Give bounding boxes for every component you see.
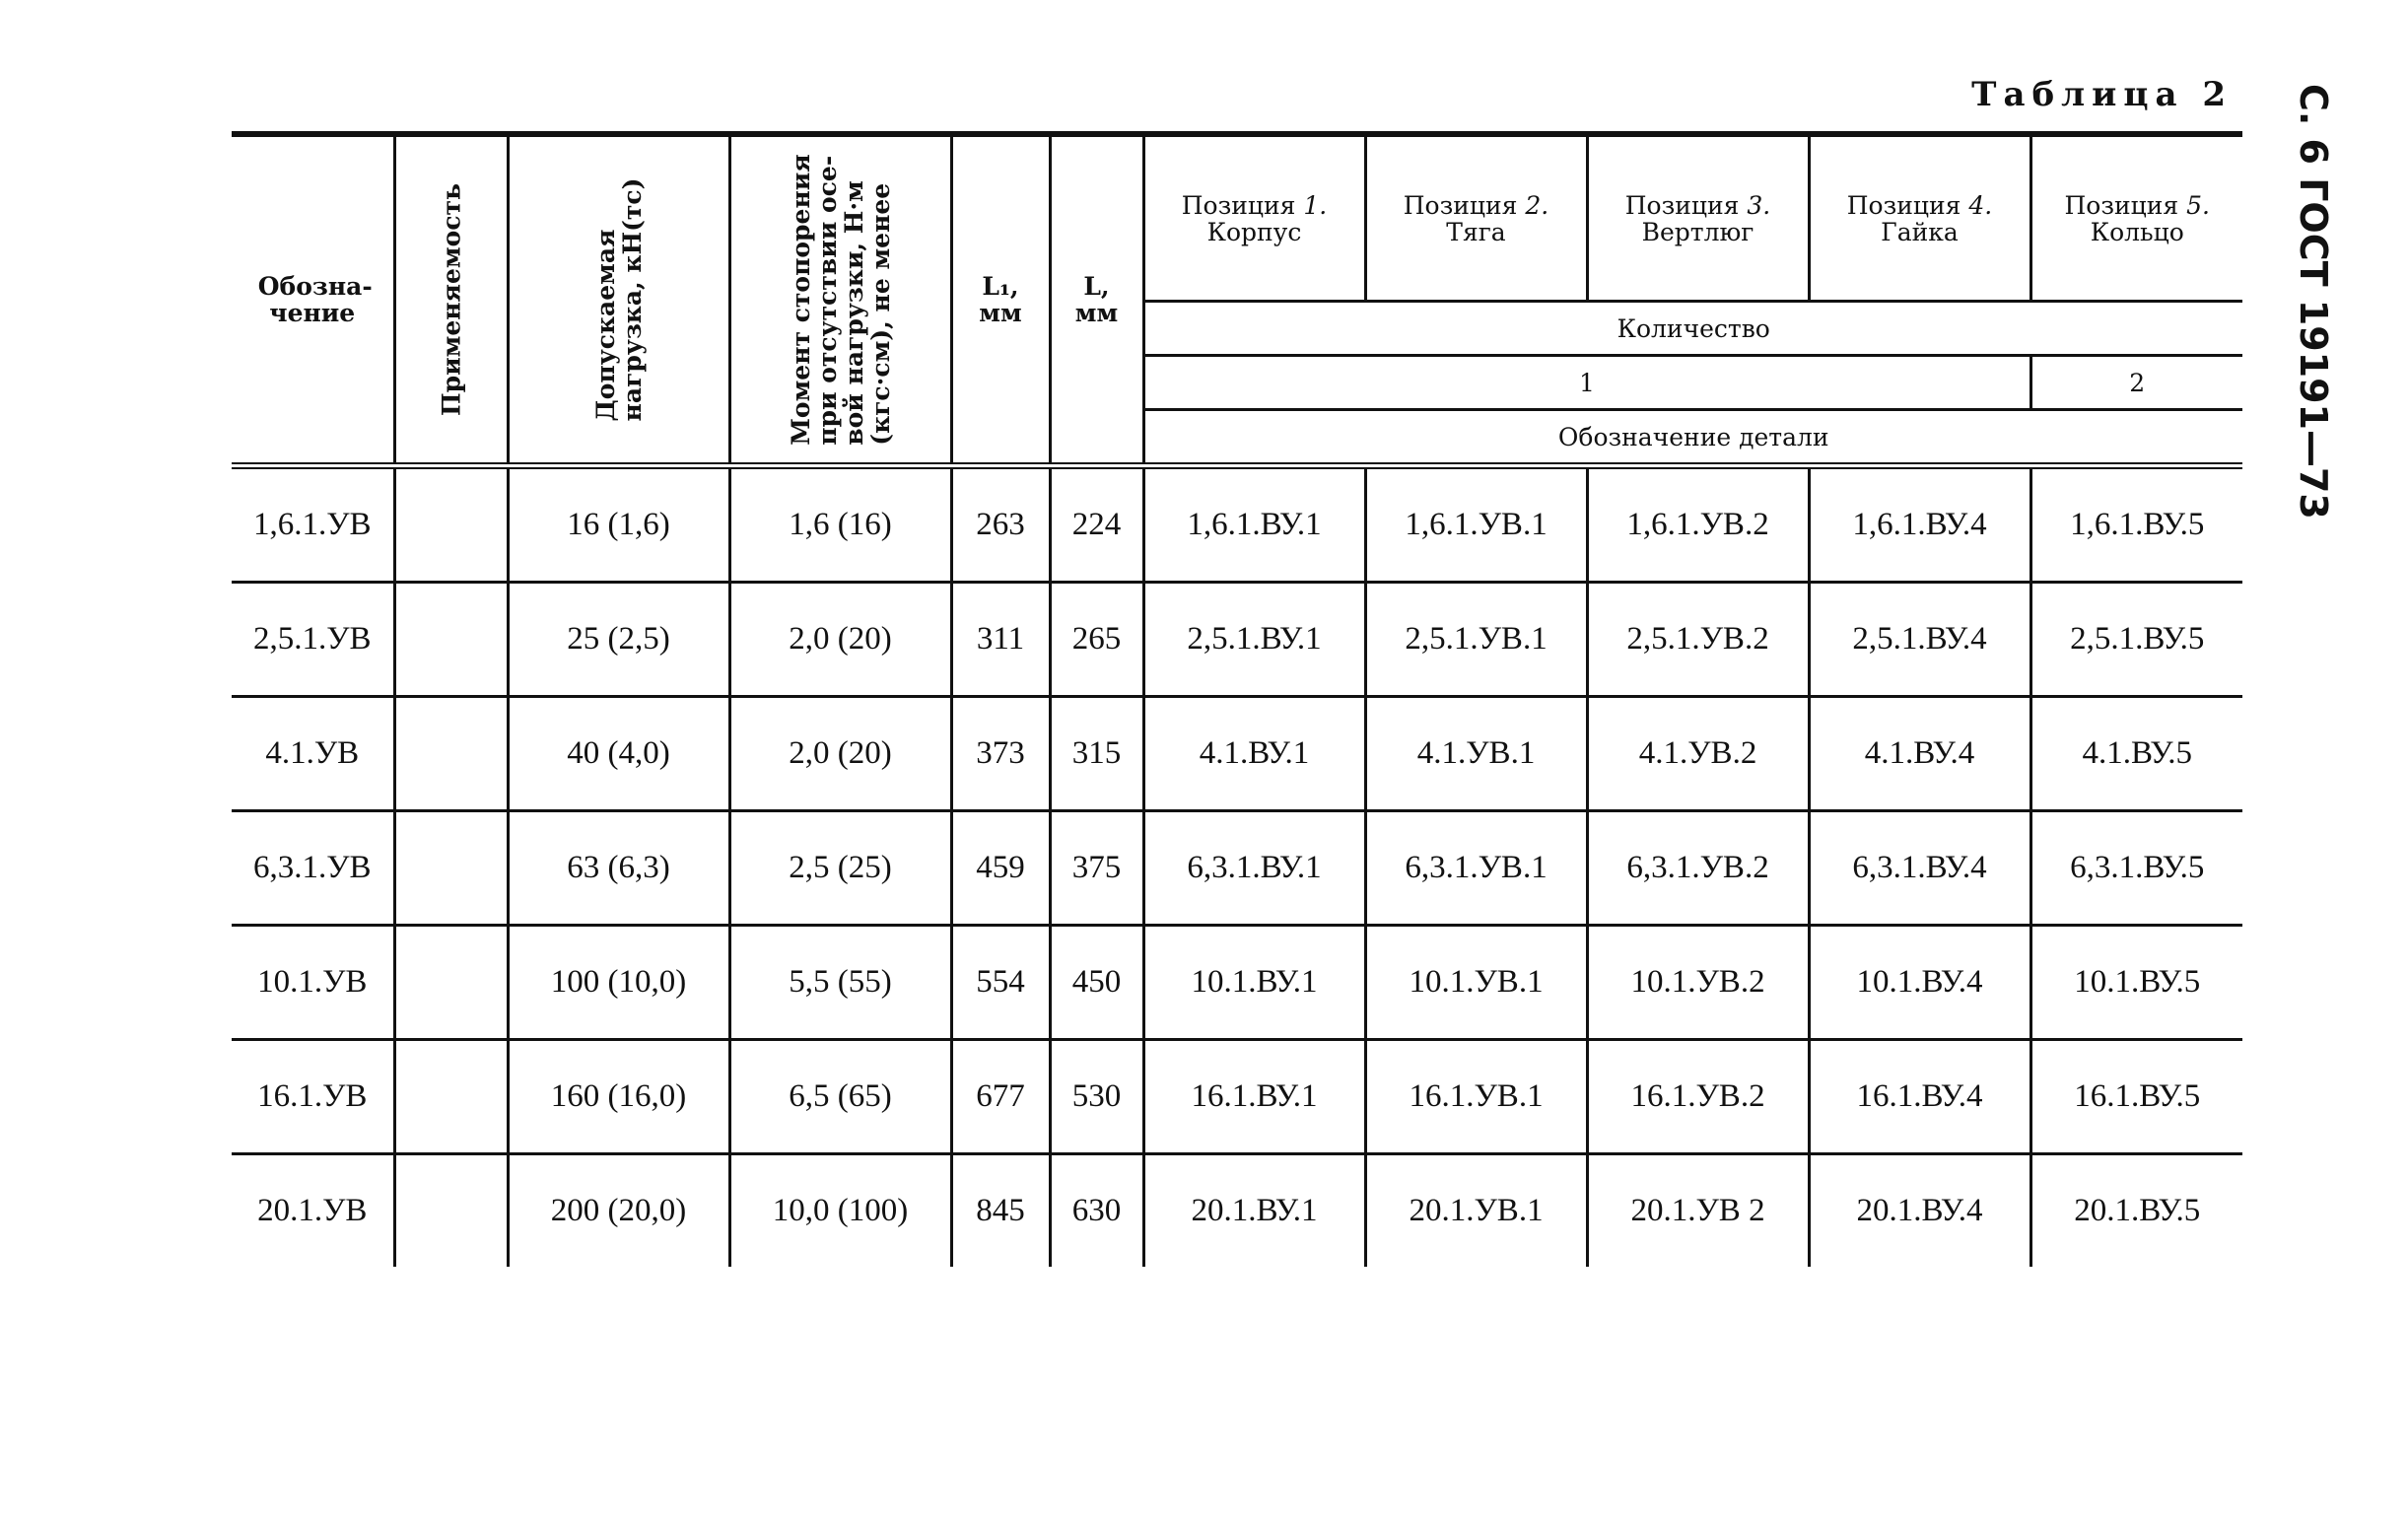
cell-l1: 554 xyxy=(951,926,1050,1040)
header-quantity-1: 1 xyxy=(1143,356,2030,410)
cell-l: 530 xyxy=(1050,1040,1143,1154)
cell-position-1: 10.1.ВУ.1 xyxy=(1143,926,1365,1040)
cell-load: 200 (20,0) xyxy=(508,1154,729,1268)
header-position-3: Позиция 3. Вертлюг xyxy=(1587,134,1809,302)
cell-load: 16 (1,6) xyxy=(508,466,729,583)
cell-l: 630 xyxy=(1050,1154,1143,1268)
cell-position-1: 4.1.ВУ.1 xyxy=(1143,697,1365,811)
cell-l1: 845 xyxy=(951,1154,1050,1268)
cell-position-5: 16.1.ВУ.5 xyxy=(2030,1040,2242,1154)
cell-position-4: 16.1.ВУ.4 xyxy=(1809,1040,2030,1154)
cell-position-2: 2,5.1.УВ.1 xyxy=(1365,583,1587,697)
cell-position-4: 4.1.ВУ.4 xyxy=(1809,697,2030,811)
table-row xyxy=(232,466,2242,583)
header-position-4: Позиция 4. Гайка xyxy=(1809,134,2030,302)
cell-l: 450 xyxy=(1050,926,1143,1040)
cell-l1: 677 xyxy=(951,1040,1050,1154)
page-side-header: С. 6 ГОСТ 19191—73 xyxy=(2292,84,2335,520)
cell-position-4: 20.1.ВУ.4 xyxy=(1809,1154,2030,1268)
header-designation: Обозна-чение xyxy=(232,134,394,466)
cell-applicability xyxy=(394,697,508,811)
cell-applicability xyxy=(394,1040,508,1154)
cell-position-5: 6,3.1.ВУ.5 xyxy=(2030,811,2242,926)
cell-load: 63 (6,3) xyxy=(508,811,729,926)
header-detail-designation: Обозначение детали xyxy=(1143,410,2242,466)
cell-designation: 6,3.1.УВ xyxy=(232,811,394,926)
cell-position-4: 1,6.1.ВУ.4 xyxy=(1809,466,2030,583)
cell-position-2: 1,6.1.УВ.1 xyxy=(1365,466,1587,583)
header-position-2: Позиция 2. Тяга xyxy=(1365,134,1587,302)
cell-position-1: 2,5.1.ВУ.1 xyxy=(1143,583,1365,697)
header-l-mm: L, мм xyxy=(1050,134,1143,466)
cell-position-2: 4.1.УВ.1 xyxy=(1365,697,1587,811)
cell-l1: 311 xyxy=(951,583,1050,697)
cell-position-3: 10.1.УВ.2 xyxy=(1587,926,1809,1040)
cell-applicability xyxy=(394,926,508,1040)
table-row xyxy=(232,811,2242,926)
header-permissible-load: Допускаемая нагрузка, кН(тс) xyxy=(508,134,729,466)
cell-position-5: 20.1.ВУ.5 xyxy=(2030,1154,2242,1268)
cell-designation: 1,6.1.УВ xyxy=(232,466,394,583)
cell-position-3: 20.1.УВ 2 xyxy=(1587,1154,1809,1268)
cell-designation: 4.1.УВ xyxy=(232,697,394,811)
cell-position-3: 2,5.1.УВ.2 xyxy=(1587,583,1809,697)
cell-position-3: 6,3.1.УВ.2 xyxy=(1587,811,1809,926)
cell-position-4: 6,3.1.ВУ.4 xyxy=(1809,811,2030,926)
cell-applicability xyxy=(394,466,508,583)
table-row xyxy=(232,1154,2242,1268)
cell-position-4: 10.1.ВУ.4 xyxy=(1809,926,2030,1040)
header-quantity: Количество xyxy=(1143,302,2242,356)
cell-load: 160 (16,0) xyxy=(508,1040,729,1154)
cell-applicability xyxy=(394,583,508,697)
cell-load: 25 (2,5) xyxy=(508,583,729,697)
cell-position-1: 1,6.1.ВУ.1 xyxy=(1143,466,1365,583)
header-applicability: Применяемость xyxy=(394,134,508,466)
data-table xyxy=(232,131,2242,1267)
cell-position-4: 2,5.1.ВУ.4 xyxy=(1809,583,2030,697)
header-position-1: Позиция 1. Корпус xyxy=(1143,134,1365,302)
cell-position-2: 20.1.УВ.1 xyxy=(1365,1154,1587,1268)
cell-torque: 6,5 (65) xyxy=(729,1040,951,1154)
table-caption: Таблица 2 xyxy=(1971,75,2233,114)
cell-l: 375 xyxy=(1050,811,1143,926)
cell-position-5: 10.1.ВУ.5 xyxy=(2030,926,2242,1040)
cell-l: 265 xyxy=(1050,583,1143,697)
cell-torque: 2,0 (20) xyxy=(729,697,951,811)
cell-l1: 263 xyxy=(951,466,1050,583)
table-row xyxy=(232,583,2242,697)
cell-designation: 20.1.УВ xyxy=(257,1193,368,1228)
header-position-5: Позиция 5. Кольцо xyxy=(2030,134,2242,302)
cell-designation: 10.1.УВ xyxy=(232,926,394,1040)
cell-position-5: 4.1.ВУ.5 xyxy=(2030,697,2242,811)
cell-position-2: 16.1.УВ.1 xyxy=(1365,1040,1587,1154)
cell-position-3: 1,6.1.УВ.2 xyxy=(1587,466,1809,583)
cell-position-5: 1,6.1.ВУ.5 xyxy=(2030,466,2242,583)
table-row xyxy=(232,1040,2242,1154)
cell-torque: 10,0 (100) xyxy=(729,1154,951,1268)
table-row xyxy=(232,697,2242,811)
cell-position-3: 4.1.УВ.2 xyxy=(1587,697,1809,811)
cell-l1: 459 xyxy=(951,811,1050,926)
cell-position-2: 6,3.1.УВ.1 xyxy=(1365,811,1587,926)
table-row xyxy=(232,926,2242,1040)
header-quantity-2: 2 xyxy=(2030,356,2242,410)
header-locking-torque: Момент стопорения при отсутствии осе- вой нагрузки, Н·м (кгс·см), не менее xyxy=(729,134,951,466)
header-l1-mm: L₁, мм xyxy=(951,134,1050,466)
cell-torque: 2,0 (20) xyxy=(729,583,951,697)
cell-torque: 2,5 (25) xyxy=(729,811,951,926)
cell-applicability xyxy=(394,811,508,926)
cell-designation: 2,5.1.УВ xyxy=(232,583,394,697)
cell-position-5: 2,5.1.ВУ.5 xyxy=(2030,583,2242,697)
cell-position-1: 20.1.ВУ.1 xyxy=(1143,1154,1365,1268)
cell-torque: 5,5 (55) xyxy=(729,926,951,1040)
cell-position-3: 16.1.УВ.2 xyxy=(1587,1040,1809,1154)
cell-applicability xyxy=(394,1154,508,1268)
cell-l1: 373 xyxy=(951,697,1050,811)
cell-l: 315 xyxy=(1050,697,1143,811)
cell-load: 40 (4,0) xyxy=(508,697,729,811)
cell-position-1: 6,3.1.ВУ.1 xyxy=(1143,811,1365,926)
cell-torque: 1,6 (16) xyxy=(729,466,951,583)
cell-designation: 16.1.УВ xyxy=(232,1040,394,1154)
cell-load: 100 (10,0) xyxy=(508,926,729,1040)
cell-position-1: 16.1.ВУ.1 xyxy=(1143,1040,1365,1154)
cell-l: 224 xyxy=(1050,466,1143,583)
cell-position-2: 10.1.УВ.1 xyxy=(1365,926,1587,1040)
